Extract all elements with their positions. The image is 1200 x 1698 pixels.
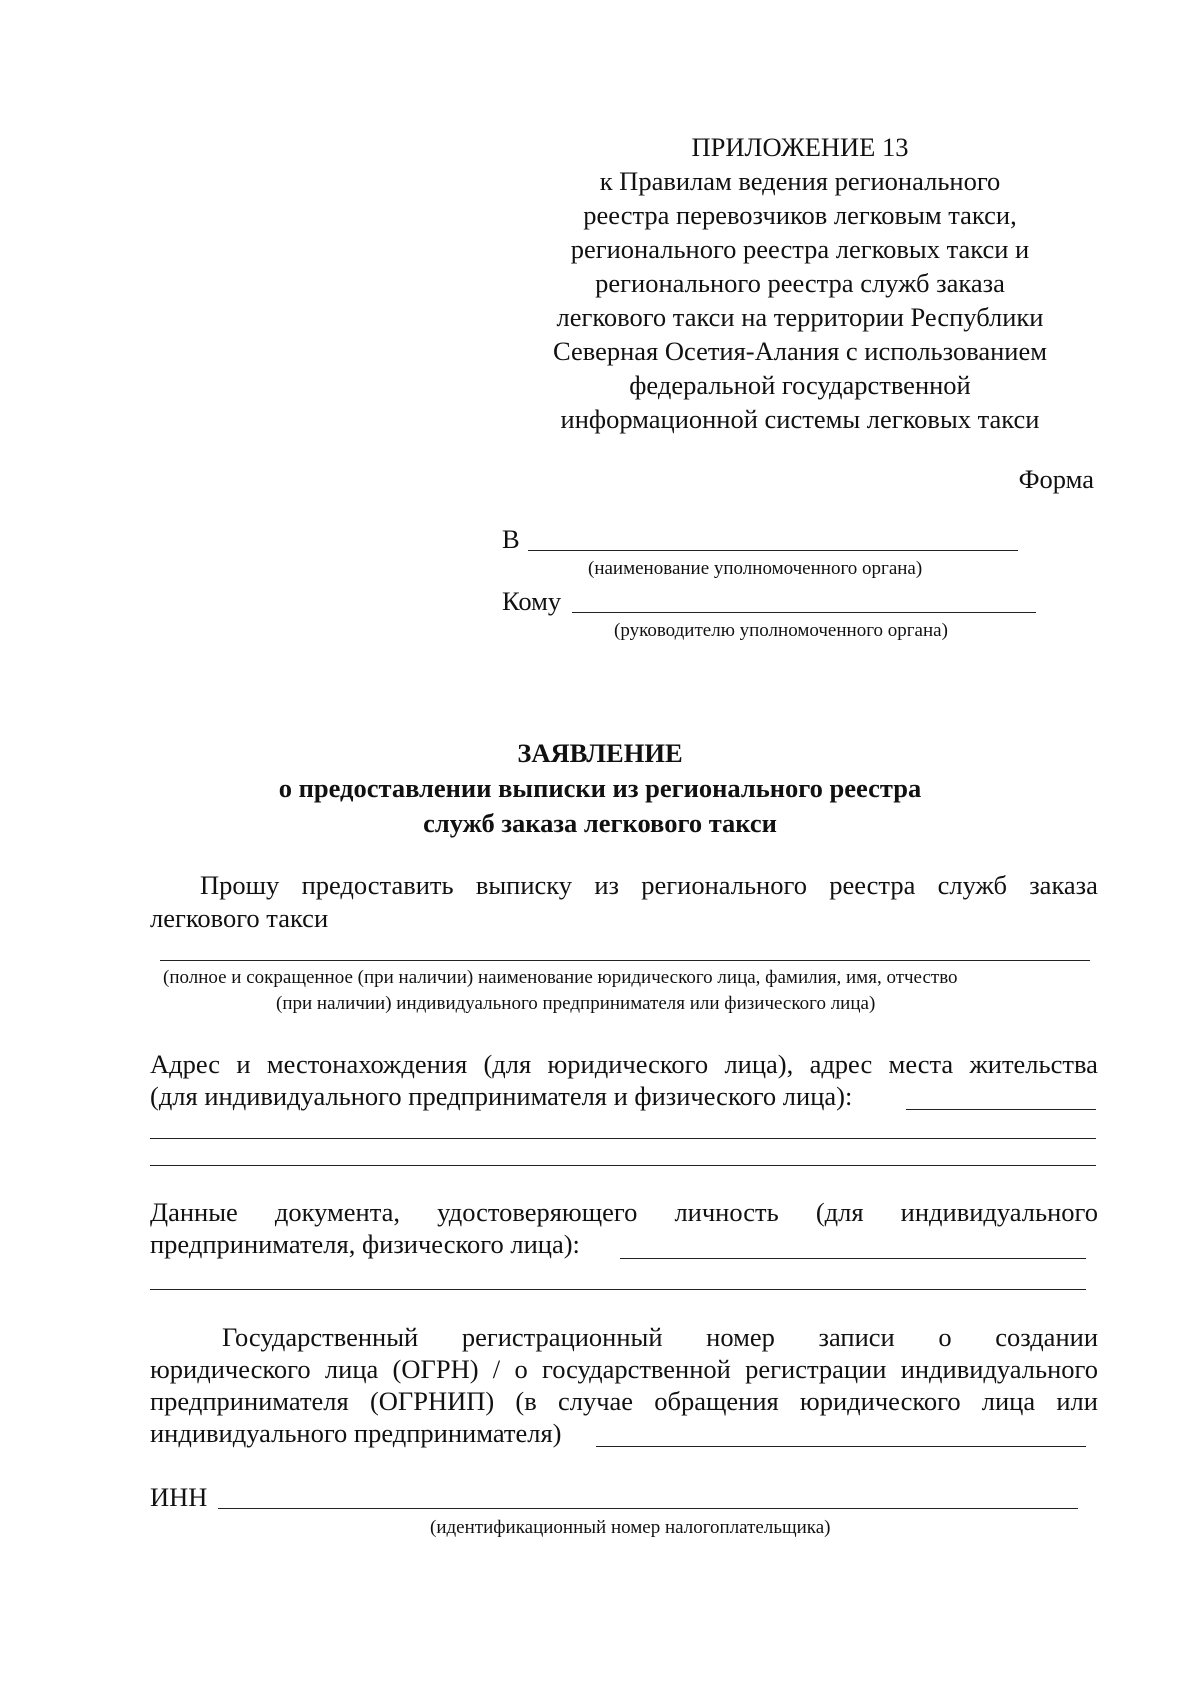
word: номер — [706, 1322, 775, 1352]
to-label: В — [502, 524, 520, 554]
word: предпринимателя — [150, 1386, 349, 1416]
header-line-7: федеральной государственной — [629, 370, 971, 400]
applicant-name-field-line[interactable] — [160, 960, 1090, 961]
header-line-6: Северная Осетия-Алания с использованием — [552, 336, 1048, 366]
word: записи — [818, 1322, 895, 1352]
whom-field-line[interactable] — [572, 612, 1036, 613]
word: Государственный — [222, 1322, 419, 1352]
address-line-2: (для индивидуального предпринимателя и физического лица): — [150, 1081, 853, 1111]
word: заказа — [1029, 870, 1098, 900]
word: служб — [937, 870, 1007, 900]
form-label: Форма — [1018, 464, 1094, 494]
document-subtitle-2: служб заказа легкового такси — [423, 808, 777, 838]
word: Адрес — [150, 1049, 221, 1079]
word: Данные — [150, 1197, 238, 1227]
word: местонахождения — [266, 1049, 468, 1079]
inn-field-line[interactable] — [218, 1508, 1078, 1509]
word: документа, — [274, 1197, 401, 1227]
word: реестра — [829, 870, 916, 900]
word: и — [236, 1049, 251, 1079]
inn-label: ИНН — [150, 1482, 208, 1512]
header-line-4: регионального реестра служб заказа — [595, 268, 1005, 298]
to-caption: (наименование уполномоченного органа) — [588, 558, 923, 579]
word: личность — [674, 1197, 779, 1227]
word: или — [1056, 1386, 1098, 1416]
applicant-caption-1: (полное и сокращенное (при наличии) наименование юридического лица, фамилия, имя, отчество — [163, 967, 958, 988]
inn-caption: (идентификационный номер налогоплательщика) — [430, 1517, 831, 1538]
ogrn-line-4: индивидуального предпринимателя) — [150, 1418, 562, 1448]
word: юридического — [799, 1386, 961, 1416]
header-line-3: регионального реестра легковых такси и — [570, 234, 1030, 264]
document-title: ЗАЯВЛЕНИЕ — [517, 738, 683, 768]
address-field-line-2[interactable] — [150, 1138, 1096, 1139]
document-subtitle-1: о предоставлении выписки из регионального реестра — [278, 773, 922, 803]
address-field-line-1[interactable] — [906, 1109, 1096, 1110]
word: индивидуального — [900, 1197, 1098, 1227]
to-field-line[interactable] — [528, 550, 1018, 551]
word: предоставить — [301, 870, 454, 900]
word: создании — [995, 1322, 1098, 1352]
ogrn-line-1 — [222, 1322, 1098, 1353]
word: обращения — [654, 1386, 779, 1416]
ogrn-line-3 — [150, 1386, 1098, 1417]
identity-line-1 — [150, 1197, 1098, 1228]
word: адрес — [809, 1049, 873, 1079]
identity-field-line-1[interactable] — [620, 1258, 1086, 1259]
header-line-8: информационной системы легковых такси — [560, 404, 1040, 434]
word: о — [938, 1322, 952, 1352]
word: юридического — [547, 1049, 709, 1079]
word: лица — [981, 1386, 1036, 1416]
word: Прошу — [200, 870, 280, 900]
word: (для — [483, 1049, 532, 1079]
word: места — [888, 1049, 954, 1079]
word: (в — [515, 1386, 537, 1416]
word: случае — [557, 1386, 634, 1416]
header-line-2: реестра перевозчиков легковым такси, — [583, 200, 1017, 230]
ogrn-field-line[interactable] — [596, 1446, 1086, 1447]
word: (для — [815, 1197, 864, 1227]
identity-line-2: предпринимателя, физического лица): — [150, 1229, 580, 1259]
word: жительства — [969, 1049, 1098, 1079]
ogrn-line-2: юридического лица (ОГРН) / о государственной регистрации индивидуального — [150, 1354, 1098, 1384]
word: регионального — [641, 870, 807, 900]
whom-label: Кому — [502, 586, 562, 616]
header-line-1: к Правилам ведения регионального — [599, 166, 1001, 196]
appendix-number: ПРИЛОЖЕНИЕ 13 — [691, 132, 909, 162]
address-field-line-3[interactable] — [150, 1165, 1096, 1166]
word: удостоверяющего — [437, 1197, 638, 1227]
whom-caption: (руководителю уполномоченного органа) — [614, 620, 948, 641]
word: (ОГРНИП) — [369, 1386, 495, 1416]
word: из — [594, 870, 619, 900]
identity-field-line-2[interactable] — [150, 1289, 1086, 1290]
request-line-2: легкового такси — [150, 903, 329, 933]
word: регистрационный — [461, 1322, 663, 1352]
word: выписку — [475, 870, 573, 900]
address-line-1 — [150, 1049, 1098, 1080]
word: лица), — [724, 1049, 794, 1079]
applicant-caption-2: (при наличии) индивидуального предпринимателя или физического лица) — [276, 993, 876, 1014]
request-line-1 — [200, 870, 1098, 901]
header-line-5: легкового такси на территории Республики — [556, 302, 1044, 332]
